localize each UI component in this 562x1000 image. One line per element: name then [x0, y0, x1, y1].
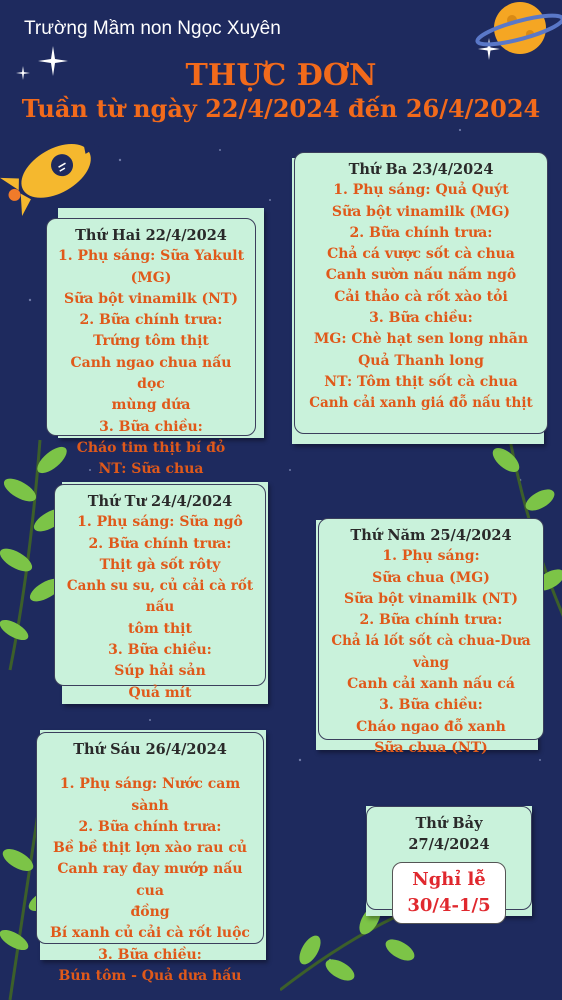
menu-line: 3. Bữa chiều: [98, 946, 202, 963]
menu-line: Canh cải xanh giá đỗ nấu thịt [309, 395, 533, 412]
menu-line: NT: Tôm thịt sốt cà chua [324, 373, 518, 390]
menu-line: Trứng tôm thịt [93, 333, 209, 350]
day-heading: Thứ Năm 25/4/2024 [350, 527, 512, 544]
holiday-label: Nghỉ lễ [412, 868, 486, 890]
day-card-friday [36, 732, 264, 984]
menu-line: Chả cá vược sốt cà chua [327, 246, 515, 263]
menu-line: 1. Phụ sáng: Sữa ngô [77, 514, 243, 531]
holiday-box [392, 862, 506, 924]
menu-line: Canh sườn nấu nấm ngô [325, 267, 517, 284]
menu-line: 2. Bữa chính trưa: [88, 535, 232, 552]
menu-line: 3. Bữa chiều: [99, 418, 203, 435]
menu-line: 2. Bữa chính trưa: [349, 224, 493, 241]
menu-line: mùng dứa [111, 397, 191, 414]
menu-line: 3. Bữa chiều: [379, 697, 483, 714]
menu-line: 1. Phụ sáng: Nước cam sành [59, 776, 241, 814]
menu-line: Canh ngao chua nấu dọc [70, 354, 232, 393]
menu-line: Súp hải sản [114, 663, 206, 680]
day-card-monday [46, 218, 256, 478]
menu-line: Quả mít [128, 684, 192, 701]
day-card-thursday [318, 518, 544, 756]
menu-line: Canh ray đay mướp nấu cua [57, 861, 243, 899]
day-heading: Thứ Bảy 27/4/2024 [408, 815, 490, 854]
menu-line: Sữa chua (NT) [374, 739, 488, 756]
holiday-dates: 30/4-1/5 [407, 894, 491, 916]
menu-line: Thịt gà sốt rôty [99, 556, 221, 573]
menu-line: Canh su su, củ cải cà rốt nấu [66, 578, 254, 616]
menu-line: Cải thảo cà rốt xào tỏi [334, 288, 508, 305]
rocket-icon [0, 130, 110, 220]
menu-line: Sữa bột vinamilk (MG) [331, 203, 511, 220]
menu-line: Bề bề thịt lợn xào rau củ [52, 840, 248, 857]
menu-line: Sữa bột vinamilk (NT) [64, 290, 238, 307]
menu-line: 3. Bữa chiều: [369, 310, 473, 327]
menu-line: 2. Bữa chính trưa: [359, 612, 503, 629]
menu-line: NT: Sữa chua [98, 461, 204, 478]
menu-line: 2. Bữa chính trưa: [79, 312, 223, 329]
page-title: THỰC ĐƠN [185, 58, 377, 93]
menu-line: 3. Bữa chiều: [108, 642, 212, 659]
week-range: Tuần từ ngày 22/4/2024 đến 26/4/2024 [21, 94, 541, 123]
menu-line: 1. Phụ sáng: Quả Quýt [333, 182, 509, 199]
menu-line: Quả Thanh long [358, 352, 484, 369]
menu-line: đồng [130, 904, 170, 921]
day-heading: Thứ Tư 24/4/2024 [87, 493, 233, 510]
menu-line: tôm thịt [128, 620, 192, 637]
day-card-tuesday [294, 152, 548, 434]
day-heading: Thứ Hai 22/4/2024 [75, 227, 227, 244]
menu-line: Sữa chua (MG) [372, 569, 490, 586]
menu-line: 1. Phụ sáng: [382, 548, 480, 565]
day-card-saturday [366, 806, 532, 916]
menu-line: Sữa bột vinamilk (NT) [344, 590, 518, 607]
menu-line: 2. Bữa chính trưa: [78, 818, 222, 835]
menu-line: Bí xanh củ cải cà rốt luộc [50, 925, 250, 942]
day-heading: Thứ Sáu 26/4/2024 [73, 741, 227, 758]
menu-line: Canh cải xanh nấu cá [347, 676, 515, 693]
school-name: Trường Mầm non Ngọc Xuyên [24, 18, 281, 39]
menu-line: Cháo tim thịt bí đỏ [76, 439, 226, 456]
menu-line: MG: Chè hạt sen long nhãn [313, 331, 529, 348]
day-card-wednesday [54, 484, 266, 701]
menu-line: Cháo ngao đỗ xanh [356, 718, 506, 735]
menu-line: Bún tôm - Quả dưa hấu [58, 967, 242, 984]
day-heading: Thứ Ba 23/4/2024 [348, 161, 494, 178]
menu-line: Chả lá lốt sốt cà chua-Dưa vàng [331, 633, 531, 671]
menu-line: 1. Phụ sáng: Sữa Yakult (MG) [57, 248, 245, 286]
